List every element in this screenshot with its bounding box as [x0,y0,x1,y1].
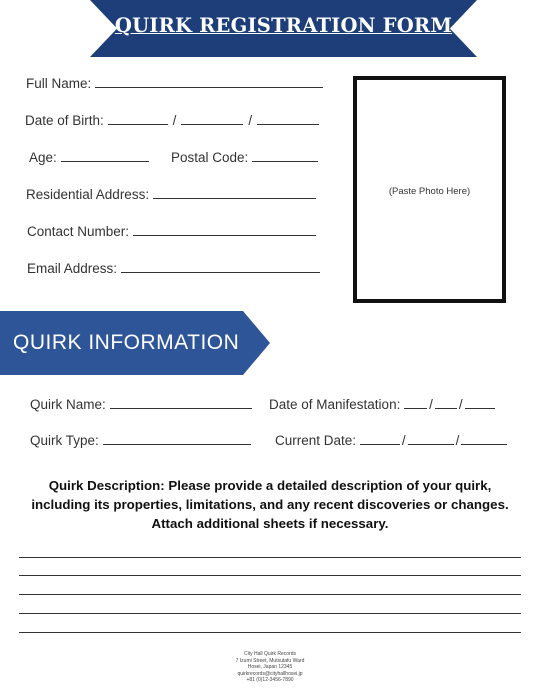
date-separator: / [458,397,463,412]
email-label: Email Address: [27,261,118,276]
manifestation-date-label: Date of Manifestation: [269,397,401,412]
description-line[interactable] [19,594,521,595]
date-separator: / [455,433,460,448]
quirk-type-line[interactable] [103,434,251,445]
manifestation-year-line[interactable] [465,398,495,409]
quirk-type-label: Quirk Type: [30,433,99,448]
current-month-line[interactable] [408,434,454,445]
quirk-name-field[interactable] [30,397,252,412]
photo-placeholder: (Paste Photo Here) [388,186,471,197]
dob-year-line[interactable] [257,114,319,125]
quirk-description-prompt: Quirk Description: Please provide a detailed description of your quirk, including its properties, limitations, and any recent discoveries or changes. Attach additional sheets if necessary. [31,478,509,531]
contact-number-label: Contact Number: [27,224,130,239]
form-title: QUIRK REGISTRATION FORM [114,14,453,37]
quirk-name-label: Quirk Name: [30,397,106,412]
footer-street: 7 Izumi Street, Mutsutafu Ward [235,657,305,664]
current-year-line[interactable] [461,434,507,445]
manifestation-day-line[interactable] [404,398,427,409]
full-name-label: Full Name: [26,76,92,91]
contact-number-line[interactable] [133,225,316,236]
dob-separator: / [248,113,253,128]
quirk-type-field[interactable] [30,433,251,448]
dob-day-line[interactable] [108,114,168,125]
current-date-field[interactable] [275,433,507,448]
email-line[interactable] [121,262,320,273]
dob-month-line[interactable] [181,114,243,125]
description-line[interactable] [19,632,521,633]
dob-separator: / [172,113,177,128]
current-date-label: Current Date: [275,433,357,448]
dob-field[interactable] [25,113,319,128]
postal-code-field[interactable] [171,150,318,165]
date-separator: / [401,433,406,448]
age-line[interactable] [61,151,149,162]
description-line[interactable] [19,613,521,614]
full-name-field[interactable] [26,76,323,91]
address-line[interactable] [153,188,316,199]
postal-code-label: Postal Code: [171,150,249,165]
date-separator: / [429,397,433,412]
manifestation-month-line[interactable] [435,398,457,409]
full-name-line[interactable] [95,77,323,88]
footer-phone: +81 (0)12-3456-7890 [246,677,294,683]
postal-code-line[interactable] [252,151,318,162]
age-field[interactable] [29,150,149,165]
quirk-name-line[interactable] [110,398,252,409]
footer-email: quirkrecords@cityhallhosei.jp [237,670,303,677]
contact-number-field[interactable] [27,224,316,239]
address-field[interactable] [26,187,316,202]
dob-label: Date of Birth: [25,113,104,128]
footer-office: City Hall Quirk Records [244,651,296,657]
manifestation-date-field[interactable] [269,397,495,412]
age-label: Age: [29,150,57,165]
current-day-line[interactable] [360,434,400,445]
description-line[interactable] [19,557,521,558]
email-field[interactable] [27,261,320,276]
footer-contact [170,651,370,684]
photo-box[interactable] [353,76,506,303]
section-title: QUIRK INFORMATION [13,331,240,354]
address-label: Residential Address: [26,187,150,202]
description-line[interactable] [19,575,521,576]
footer-city: Hosei, Japan 12345 [247,664,293,670]
